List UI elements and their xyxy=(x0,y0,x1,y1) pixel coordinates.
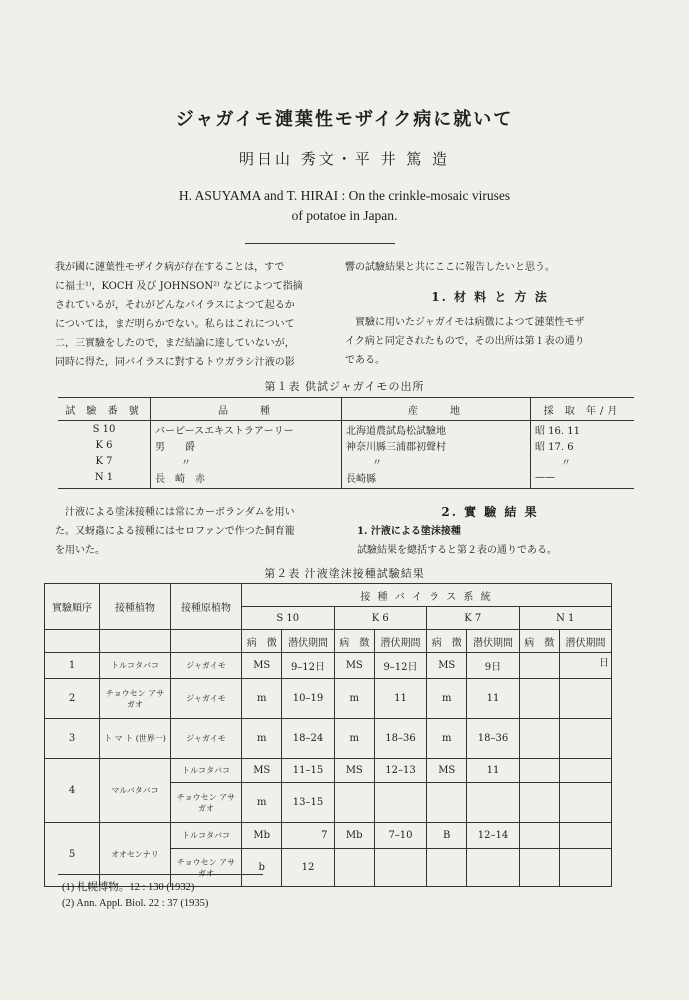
table-cell xyxy=(519,823,559,849)
table2-header-row xyxy=(45,584,612,607)
english-title-line2: of potatoe in Japan. xyxy=(291,208,398,223)
table-cell: N 1 xyxy=(58,469,151,489)
table-row xyxy=(58,421,634,438)
table-cell: 9–12日 xyxy=(374,653,426,679)
table-cell: 1 xyxy=(45,653,100,679)
table-cell: m xyxy=(427,719,467,759)
table-cell: 13–15 xyxy=(282,783,334,823)
table-cell: Mb xyxy=(242,823,282,849)
table-cell: 5 xyxy=(45,823,100,887)
table-cell: 18–36 xyxy=(467,719,519,759)
table-cell: チョウセン アサガオ xyxy=(100,679,171,719)
table-cell: MS xyxy=(242,759,282,783)
table-cell xyxy=(519,653,559,679)
table2-header-row xyxy=(45,630,612,653)
table2-header-empty xyxy=(100,630,171,653)
table2-header: 實驗順序 xyxy=(45,584,100,630)
table-row xyxy=(45,823,612,849)
table-cell: 18–24 xyxy=(282,719,334,759)
table-cell: m xyxy=(427,679,467,719)
intro-line: 響の試驗結果と共にここに報告したいと思う。 xyxy=(345,262,555,273)
table2-header: 接種植物 xyxy=(100,584,171,630)
table-cell: 10–19 xyxy=(282,679,334,719)
footnotes xyxy=(62,880,208,912)
table-cell: ト マ ト (世界一) xyxy=(100,719,171,759)
table-cell: MS xyxy=(427,759,467,783)
sub-header: 潜伏期間 xyxy=(467,630,519,653)
table-cell: 北海道農試島松試驗地 xyxy=(342,421,531,438)
table-cell: 11–15 xyxy=(282,759,334,783)
table-row xyxy=(58,469,634,489)
table-cell: 11 xyxy=(467,759,519,783)
section1-heading: 1. 材 料 と 方 法 xyxy=(431,290,549,304)
table-cell xyxy=(519,759,559,783)
table-cell xyxy=(519,783,559,823)
sub-header: 病 徴 xyxy=(334,630,374,653)
table-cell: 12–13 xyxy=(374,759,426,783)
table1-header: 採 取 年/月 xyxy=(531,398,635,421)
methods-line: 汁液による塗沫接種には常にカーボランダムを用い xyxy=(65,507,295,518)
table-cell: 長崎縣 xyxy=(342,469,531,489)
table1-header: 産 地 xyxy=(342,398,531,421)
subsection-heading: 1. 汁液による塗沫接種 xyxy=(357,526,461,537)
table-cell: MS xyxy=(242,653,282,679)
table2-header: 接種原植物 xyxy=(171,584,242,630)
table-cell: m xyxy=(334,679,374,719)
footnote: (2) Ann. Appl. Biol. 22 : 37 (1935) xyxy=(62,898,209,909)
sub-header: 病 徴 xyxy=(242,630,282,653)
table-cell: 〃 xyxy=(531,453,635,469)
table-cell: 2 xyxy=(45,679,100,719)
table-cell: b xyxy=(242,849,282,887)
authors-japanese: 明日山 秀文・平 井 篤 造 xyxy=(238,150,451,168)
table-cell: m xyxy=(242,783,282,823)
table-cell xyxy=(334,849,374,887)
sub-header: 潜伏期間 xyxy=(374,630,426,653)
table-cell: 男 爵 xyxy=(151,437,342,453)
table-row xyxy=(45,679,612,719)
intro-line: については，まだ明らかでない。私らはこれについて xyxy=(55,319,295,330)
table1-header-row xyxy=(58,398,634,421)
table-cell: 12 xyxy=(282,849,334,887)
table-cell xyxy=(427,783,467,823)
table-cell: オオセンナリ xyxy=(100,823,171,887)
table-cell: m xyxy=(242,679,282,719)
methods-line: を用いた。 xyxy=(55,545,105,556)
table-cell: バーピースエキストラアーリー xyxy=(151,421,342,438)
table-cell: 7–10 xyxy=(374,823,426,849)
intro-line: されているが，それがどんなバイラスによつて起るか xyxy=(55,300,295,311)
table-row xyxy=(45,719,612,759)
table-cell: トルコタバコ xyxy=(171,823,242,849)
table-cell: 長 崎 赤 xyxy=(151,469,342,489)
table-row xyxy=(58,437,634,453)
table-cell: 〃 xyxy=(151,453,342,469)
table-cell xyxy=(559,679,611,719)
table-cell: —— xyxy=(531,469,635,489)
table-row xyxy=(45,653,612,679)
table2 xyxy=(44,583,612,887)
strain-header: S 10 xyxy=(242,607,335,630)
intro-right-column xyxy=(345,258,635,370)
english-title-line1: H. ASUYAMA and T. HIRAI : On the crinkle-mosaic viruses xyxy=(178,188,511,203)
table-cell xyxy=(467,783,519,823)
paper-title: ジャガイモ漣葉性モザイク病に就いて xyxy=(175,109,514,130)
table-cell: 9–12日 xyxy=(282,653,334,679)
table-cell: トルコタバコ xyxy=(100,653,171,679)
table-cell xyxy=(374,783,426,823)
intro-line: 我が國に漣葉性モザイク病が存在することは，すで xyxy=(55,262,285,273)
table-cell xyxy=(467,849,519,887)
table-cell xyxy=(519,679,559,719)
table2-caption: 第２表 汁液塗沫接種試驗結果 xyxy=(264,567,425,580)
table-cell: Mb xyxy=(334,823,374,849)
table-cell: m xyxy=(334,719,374,759)
table-cell xyxy=(334,783,374,823)
table-cell: トルコタバコ xyxy=(171,759,242,783)
table-cell: K 7 xyxy=(95,455,113,467)
table-cell xyxy=(427,849,467,887)
strain-header: K 6 xyxy=(334,607,427,630)
table-cell xyxy=(559,759,611,783)
english-title xyxy=(0,186,689,226)
intro-line: 二，三實驗をしたので，まだ結論に達していないが， xyxy=(55,338,295,349)
section1-line: である。 xyxy=(345,355,385,366)
table-cell: 3 xyxy=(45,719,100,759)
table-cell xyxy=(519,849,559,887)
table-cell: 11 xyxy=(467,679,519,719)
table-cell: 神奈川縣三浦郡初聲村 xyxy=(342,437,531,453)
intro-line: に福士¹⁾，KOCH 及び JOHNSON²⁾ などによつて指摘 xyxy=(55,281,303,292)
table1-header: 試 驗 番 號 xyxy=(58,398,151,421)
table-cell: 4 xyxy=(45,759,100,823)
section2-heading: 2. 實 驗 結 果 xyxy=(441,505,539,519)
table2-header: 接 種 バ イ ラ ス 系 統 xyxy=(242,584,612,607)
table1-header: 品 種 xyxy=(151,398,342,421)
table-cell xyxy=(559,823,611,849)
table-cell: MS xyxy=(334,759,374,783)
table2-header-empty xyxy=(171,630,242,653)
table-cell xyxy=(374,849,426,887)
footnote: (1) 札幌博物。12 : 130 (1932) xyxy=(62,882,195,893)
results-line: 試驗結果を總括すると第２表の通りである。 xyxy=(357,545,557,556)
sub-header: 病 徴 xyxy=(519,630,559,653)
methods-continued xyxy=(55,503,335,560)
table-row xyxy=(45,759,612,783)
table-cell: MS xyxy=(334,653,374,679)
table-cell: 昭 16. 11 xyxy=(531,421,635,438)
section1-line: イク病と同定されたもので，その出所は第１表の通り xyxy=(345,336,585,347)
table-cell: チョウセン アサガオ xyxy=(171,783,242,823)
title-divider xyxy=(245,243,395,244)
table-cell: MS xyxy=(427,653,467,679)
sub-header: 潜伏期間 xyxy=(559,630,611,653)
table-cell: S 10 xyxy=(92,423,116,435)
table-row xyxy=(58,453,634,469)
sub-header: 病 徴 xyxy=(427,630,467,653)
table2-header-empty xyxy=(45,630,100,653)
table-cell: 7 xyxy=(282,823,334,849)
table-cell xyxy=(559,719,611,759)
table-cell: B xyxy=(427,823,467,849)
table1-caption: 第１表 供試ジャガイモの出所 xyxy=(264,380,425,393)
table-cell: ジャガイモ xyxy=(171,719,242,759)
table-cell: 9日 xyxy=(467,653,519,679)
results-column xyxy=(345,503,635,560)
table-cell: マルバタバコ xyxy=(100,759,171,823)
table-cell xyxy=(519,719,559,759)
section1-line: 實驗に用いたジャガイモは病徴によつて漣葉性モザ xyxy=(355,317,585,328)
table1 xyxy=(58,397,634,489)
table-cell: m xyxy=(242,719,282,759)
table-cell: 〃 xyxy=(342,453,531,469)
table-cell: 昭 17. 6 xyxy=(531,437,635,453)
strain-header: N 1 xyxy=(519,607,612,630)
table-cell: ジャガイモ xyxy=(171,679,242,719)
table-cell: 日 xyxy=(559,653,611,679)
table-cell: 12–14 xyxy=(467,823,519,849)
intro-left-column xyxy=(55,258,335,372)
methods-line: た。又蚜蟲による接種にはセロファンで作つた飼育籠 xyxy=(55,526,295,537)
intro-line: 同時に得た，同バイラスに對するトウガラシ汁液の影 xyxy=(55,357,295,368)
table-cell: ジャガイモ xyxy=(171,653,242,679)
table-cell: チョウセン アサガオ xyxy=(171,849,242,887)
table-cell xyxy=(559,849,611,887)
table-cell: 11 xyxy=(374,679,426,719)
sub-header: 潜伏期間 xyxy=(282,630,334,653)
table-cell xyxy=(559,783,611,823)
table-cell: K 6 xyxy=(95,439,113,451)
table-cell: 18–36 xyxy=(374,719,426,759)
footnote-divider xyxy=(58,874,263,875)
strain-header: K 7 xyxy=(427,607,520,630)
